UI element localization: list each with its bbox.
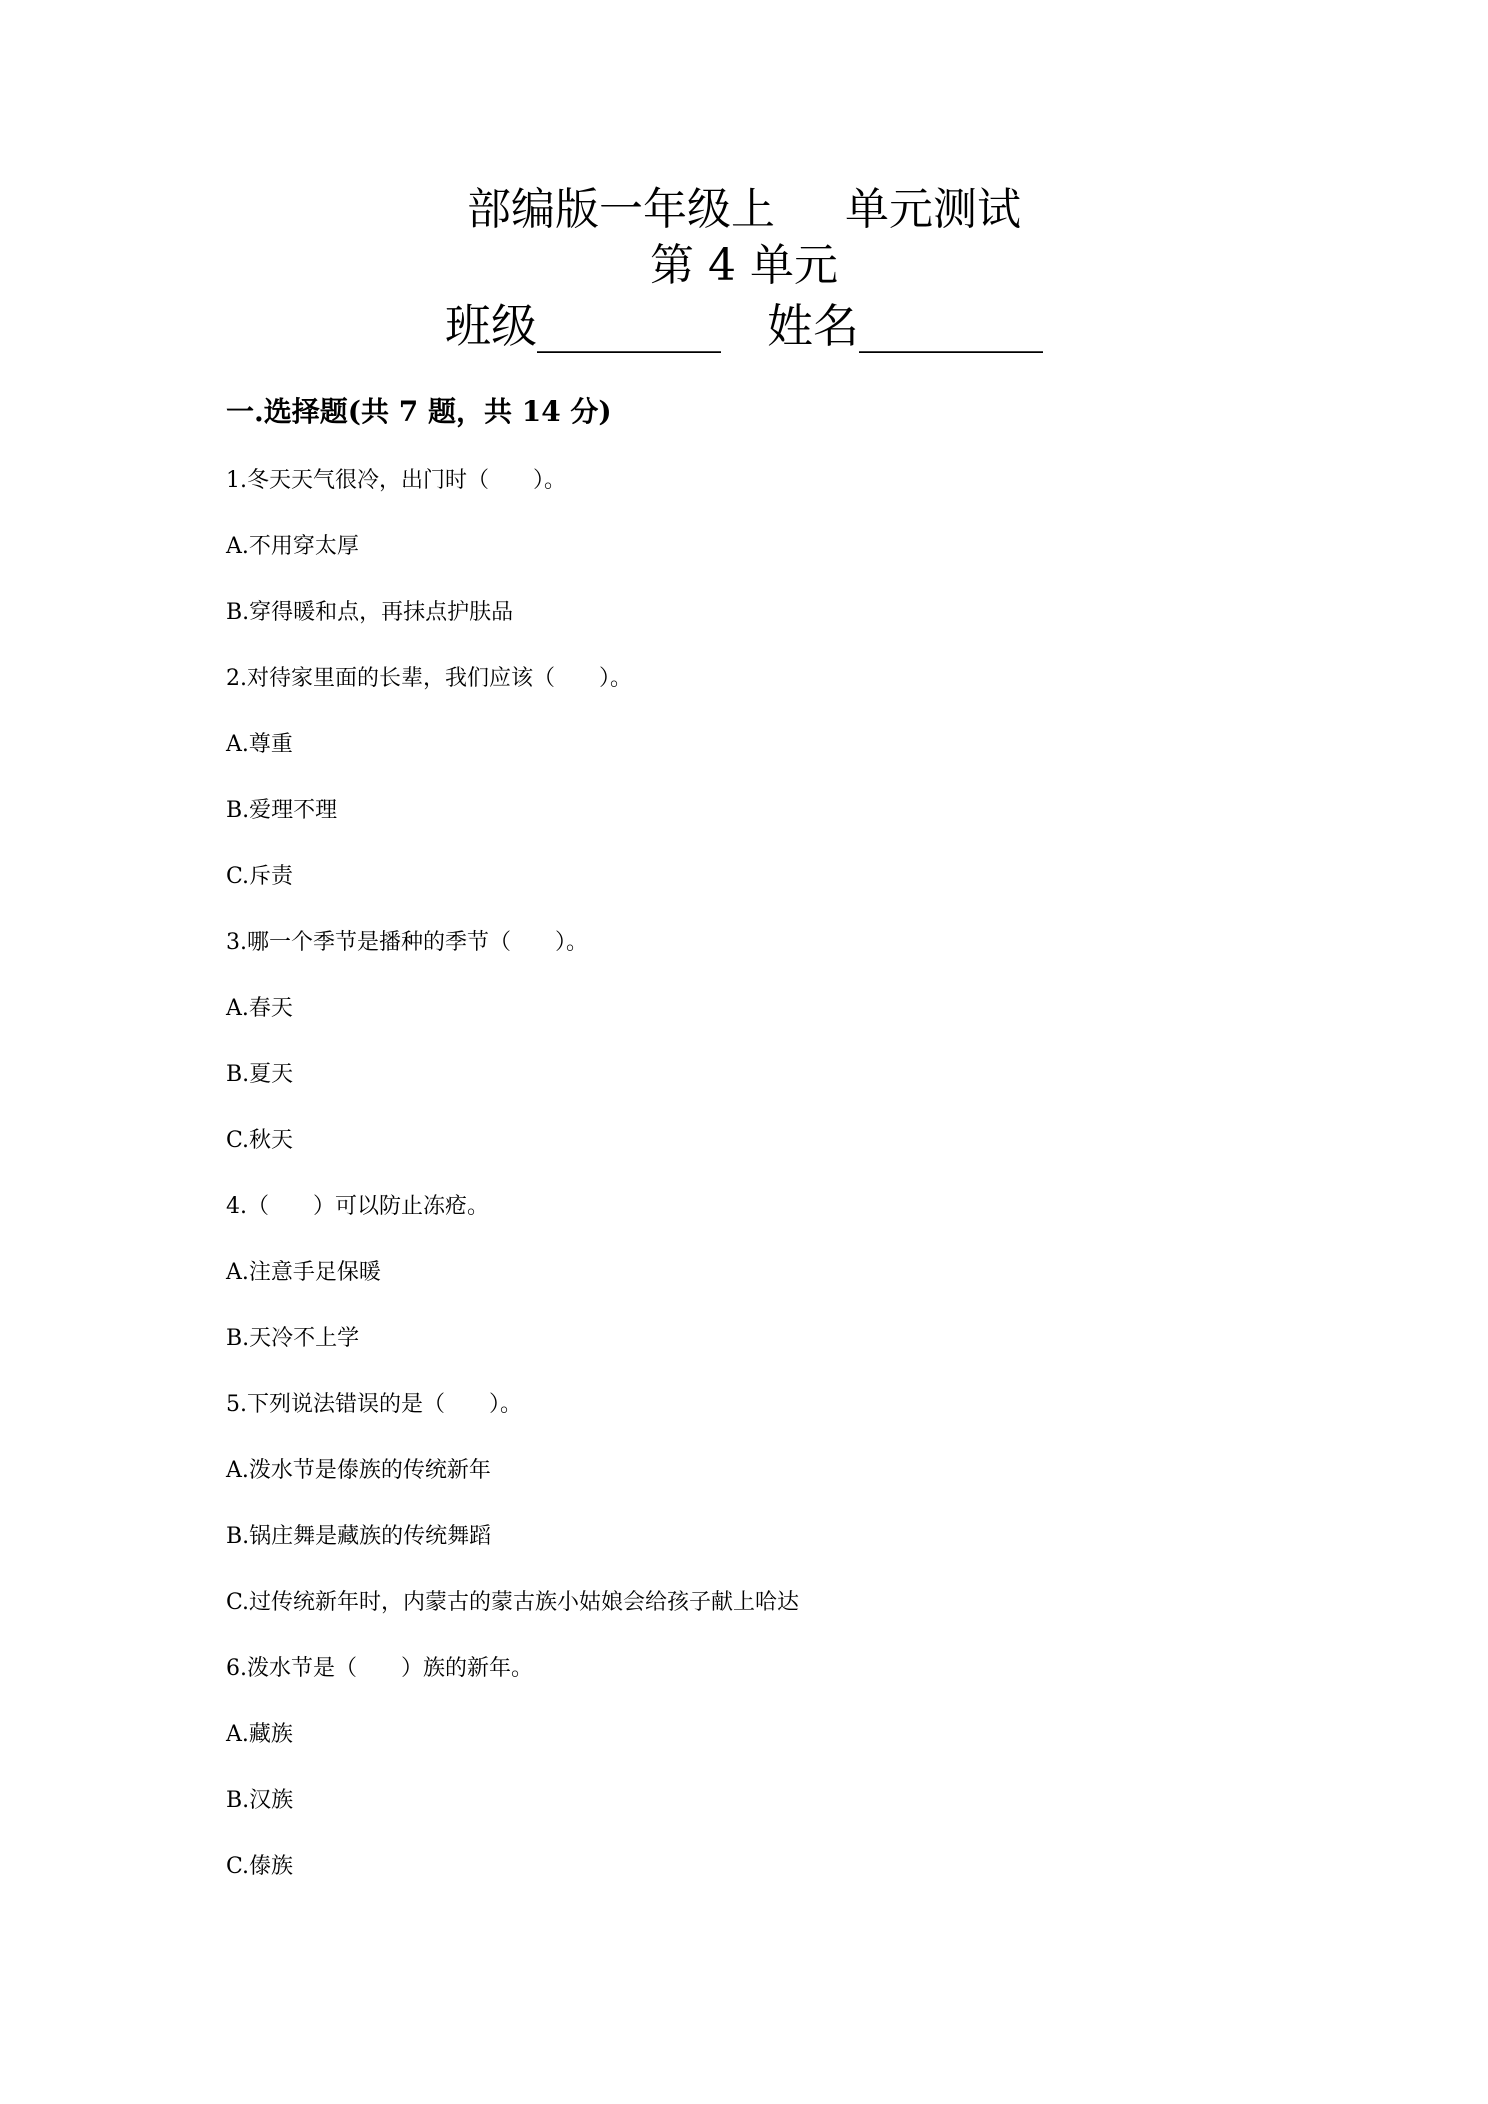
question-5-option-a: A.泼水节是傣族的传统新年 [226, 1458, 491, 1483]
question-5-option-b: B.锅庄舞是藏族的传统舞蹈 [226, 1524, 492, 1549]
unit-subtitle: 第 4 单元 [650, 240, 838, 291]
name-field: 姓名________ [767, 299, 1043, 353]
question-4-option-b: B.天冷不上学 [226, 1326, 360, 1351]
question-1-option-a: A.不用穿太厚 [226, 534, 359, 559]
question-1-option-b: B.穿得暖和点，再抹点护肤品 [226, 600, 514, 625]
class-field: 班级________ [445, 299, 721, 353]
question-6-option-c: C.傣族 [226, 1854, 294, 1879]
question-2-option-c: C.斥责 [226, 864, 294, 889]
question-3-option-a: A.春天 [226, 996, 293, 1021]
question-6-option-b: B.汉族 [226, 1788, 294, 1813]
question-5: 5.下列说法错误的是（ ）。 [226, 1392, 522, 1417]
question-3-option-c: C.秋天 [226, 1128, 294, 1153]
question-2: 2.对待家里面的长辈，我们应该（ ）。 [226, 666, 632, 691]
question-2-option-a: A.尊重 [226, 732, 293, 757]
question-3-option-b: B.夏天 [226, 1062, 294, 1087]
title-left: 部编版一年级上 [467, 184, 775, 235]
student-info-line [0, 295, 1488, 357]
question-3: 3.哪一个季节是播种的季节（ ）。 [226, 930, 588, 955]
question-6-option-a: A.藏族 [226, 1722, 293, 1747]
title-right: 单元测试 [845, 184, 1021, 235]
exam-title [0, 182, 1488, 238]
question-1: 1.冬天天气很冷，出门时（ ）。 [226, 468, 566, 493]
question-4-option-a: A.注意手足保暖 [226, 1260, 381, 1285]
section-heading: 一.选择题(共 7 题，共 14 分) [226, 395, 612, 428]
question-4: 4.（ ）可以防止冻疮。 [226, 1194, 489, 1219]
question-6: 6.泼水节是（ ）族的新年。 [226, 1656, 533, 1681]
question-2-option-b: B.爱理不理 [226, 798, 338, 823]
question-5-option-c: C.过传统新年时，内蒙古的蒙古族小姑娘会给孩子献上哈达 [226, 1590, 800, 1615]
